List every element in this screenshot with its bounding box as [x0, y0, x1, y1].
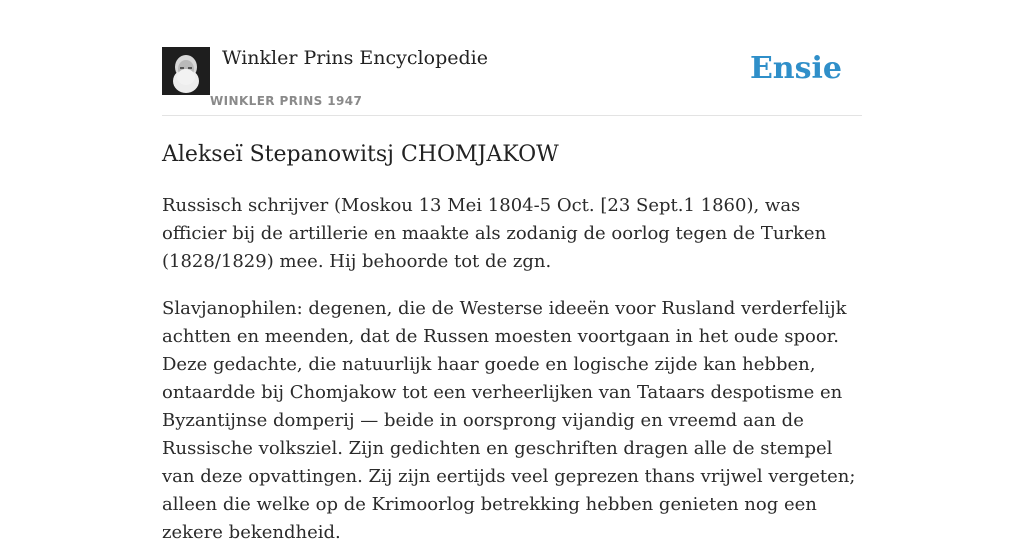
source-subtitle: WINKLER PRINS 1947 [210, 94, 363, 108]
content-column [162, 0, 862, 543]
article-title: Alekseï Stepanowitsj CHOMJAKOW [162, 142, 559, 167]
portrait-avatar-icon[interactable] [162, 47, 210, 95]
article-paragraph-2: Slavjanophilen: degenen, die de Westerse ideeën voor Rusland verderfelijk achtten en meenden, dat de Russen moesten voortgaan in het oude spoor. Deze gedachte, die natuurlijk haar goede en logische zijde kan hebben, ontaardde bij Chomjakow tot een verheerlijken van Tataars despotisme en Byzantijnse domperij — beide in oorsprong vijandig en vreemd aan de Russische volksziel. Zijn gedichten en geschriften dragen alle de stempel van deze opvattingen. Zij zijn eertijds veel geprezen thans vrijwel vergeten; alleen die welke op de Krimoorlog betrekking hebben genieten nog een zekere bekendheid. [162, 298, 856, 543]
article-paragraph-1: Russisch schrijver (Moskou 13 Mei 1804-5 Oct. [23 Sept.1 1860), was officier bij de artillerie en maakte als zodanig de oorlog tegen de Turken (1828/1829) mee. Hij behoorde tot de zgn. [162, 195, 827, 272]
brand-logo-link[interactable]: Ensie [749, 51, 842, 86]
source-header [162, 0, 862, 116]
source-title[interactable]: Winkler Prins Encyclopedie [222, 47, 488, 69]
